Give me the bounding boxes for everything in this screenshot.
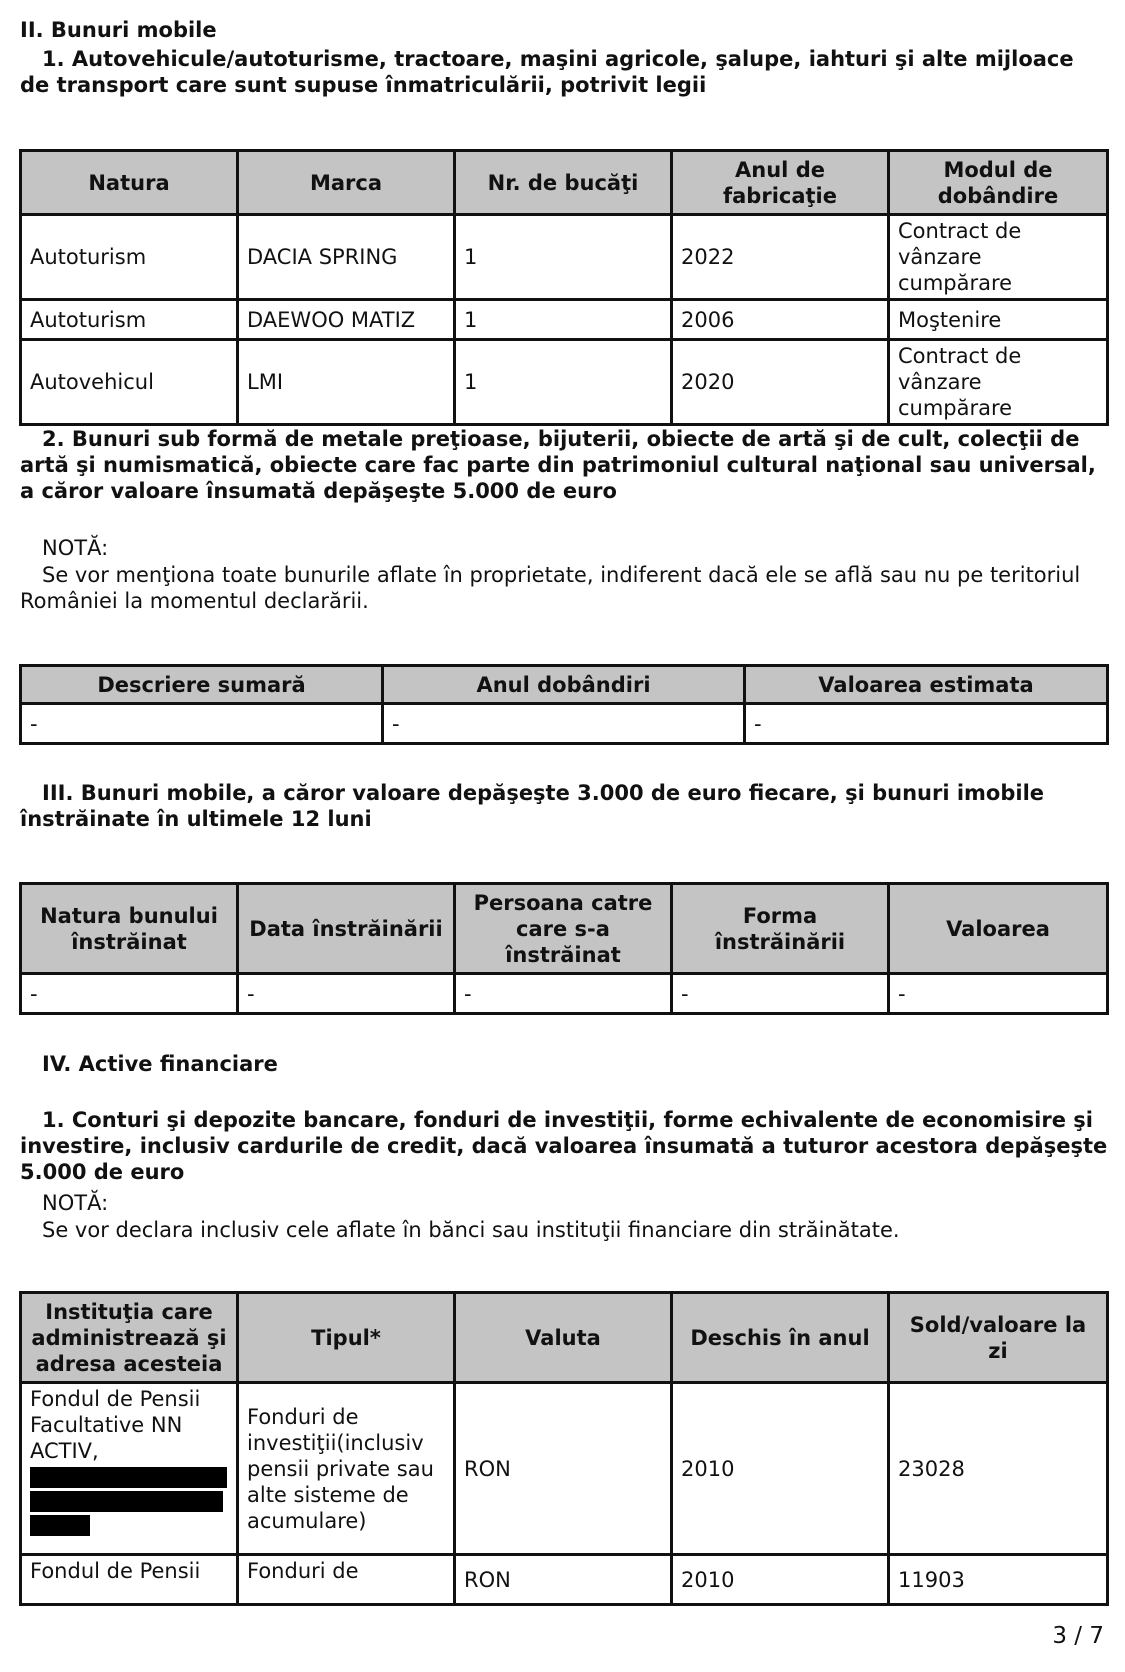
table-cell: Fonduri de: [238, 1555, 455, 1605]
table-cell: 11903: [889, 1555, 1108, 1605]
table-row: [21, 215, 1108, 300]
alienated-assets-table: [19, 882, 1109, 1015]
page-number: 3 / 7: [1052, 1623, 1104, 1649]
section-ii-item1-title: 1. Autovehicule/autoturisme, tractoare, maşini agricole, şalupe, iahturi şi alte mijloace de transport care sunt supuse înmatriculării, potrivit legii: [20, 47, 1074, 97]
table-cell: RON: [455, 1555, 672, 1605]
vehicles-table: [19, 149, 1109, 426]
column-header: Persoana catre care s-a înstrăinat: [455, 884, 672, 974]
column-header: Instituţia care administrează şi adresa acesteia: [21, 1293, 238, 1383]
column-header: Marca: [238, 151, 455, 215]
note-label: NOTĂ:: [42, 536, 109, 560]
table-cell: 2010: [672, 1555, 889, 1605]
table-row: [21, 1383, 1108, 1555]
financial-assets-table-header: [21, 1293, 1108, 1383]
section-iv-title: IV. Active financiare: [42, 1052, 278, 1076]
column-header: Anul dobândiri: [383, 666, 745, 704]
column-header: Tipul*: [238, 1293, 455, 1383]
vehicles-table-header: [21, 151, 1108, 215]
note-text: Se vor declara inclusiv cele aflate în bănci sau instituţii financiare din străinătate.: [42, 1218, 900, 1242]
table-cell: 1: [455, 300, 672, 340]
table-cell: -: [455, 974, 672, 1014]
table-cell: RON: [455, 1383, 672, 1555]
column-header: Modul de dobândire: [889, 151, 1108, 215]
table-cell: 1: [455, 340, 672, 425]
table-cell: -: [21, 704, 383, 744]
table-cell: LMI: [238, 340, 455, 425]
table-cell: -: [889, 974, 1108, 1014]
table-cell: Autovehicul: [21, 340, 238, 425]
table-cell: [21, 1383, 238, 1555]
financial-assets-table: [19, 1291, 1109, 1606]
table-cell: Fonduri de investiţii(inclusiv pensii private sau alte sisteme de acumulare): [238, 1383, 455, 1555]
section-ii-item2-title: 2. Bunuri sub formă de metale preţioase, bijuterii, obiecte de artă şi de cult, colecţii de artă şi numismatică, obiecte care fac parte din patrimoniul cultural naţional sau universal, a căror valoare însumată depăşeşte 5.000 de euro: [20, 427, 1096, 503]
column-header: Natura: [21, 151, 238, 215]
table-cell: 23028: [889, 1383, 1108, 1555]
table-row: [21, 300, 1108, 340]
column-header: Data înstrăinării: [238, 884, 455, 974]
table-cell: DAEWOO MATIZ: [238, 300, 455, 340]
table-cell: DACIA SPRING: [238, 215, 455, 300]
note-text: Se vor menţiona toate bunurile aflate în proprietate, indiferent dacă ele se află sau nu pe teritoriul României la momentul declarării.: [20, 563, 1081, 613]
table-cell: 2022: [672, 215, 889, 300]
table-cell: -: [672, 974, 889, 1014]
table-cell: 1: [455, 215, 672, 300]
column-header: Deschis în anul: [672, 1293, 889, 1383]
table-cell: Contract de vânzare cumpărare: [889, 215, 1108, 300]
table-cell: 2006: [672, 300, 889, 340]
column-header: Descriere sumară: [21, 666, 383, 704]
redaction-bar: [30, 1491, 223, 1512]
table-cell: Fondul de Pensii: [21, 1555, 238, 1605]
section-ii-title: II. Bunuri mobile: [20, 18, 217, 42]
table-cell: Autoturism: [21, 300, 238, 340]
table-cell: Autoturism: [21, 215, 238, 300]
redaction-bar: [30, 1515, 90, 1536]
institution-name: Fondul de Pensii Facultative NN ACTIV,: [30, 1387, 201, 1463]
column-header: Nr. de bucăţi: [455, 151, 672, 215]
table-row: [21, 1555, 1108, 1605]
table-cell: 2010: [672, 1383, 889, 1555]
column-header: Valoarea: [889, 884, 1108, 974]
note-label: NOTĂ:: [42, 1191, 109, 1215]
table-cell: 2020: [672, 340, 889, 425]
redaction-bar: [30, 1467, 227, 1488]
table-cell: -: [21, 974, 238, 1014]
section-iii-title: III. Bunuri mobile, a căror valoare depăşeşte 3.000 de euro fiecare, şi bunuri imobile înstrăinate în ultimele 12 luni: [20, 781, 1045, 831]
column-header: Forma înstrăinării: [672, 884, 889, 974]
valuables-table-header: [21, 666, 1108, 704]
table-cell: -: [745, 704, 1108, 744]
column-header: Valuta: [455, 1293, 672, 1383]
valuables-table: [19, 664, 1109, 745]
section-iv-item1-title: 1. Conturi şi depozite bancare, fonduri de investiţii, forme echivalente de economisire şi investire, inclusiv cardurile de credit, dacă valoarea însumată a tuturor acestora depăşeşte 5.000 de euro: [20, 1108, 1108, 1184]
table-cell: Moştenire: [889, 300, 1108, 340]
table-row: [21, 974, 1108, 1014]
table-cell: Contract de vânzare cumpărare: [889, 340, 1108, 425]
column-header: Valoarea estimata: [745, 666, 1108, 704]
alienated-assets-table-header: [21, 884, 1108, 974]
column-header: Natura bunului înstrăinat: [21, 884, 238, 974]
table-row: [21, 704, 1108, 744]
table-row: [21, 340, 1108, 425]
table-cell: -: [383, 704, 745, 744]
column-header: Anul de fabricaţie: [672, 151, 889, 215]
column-header: Sold/valoare la zi: [889, 1293, 1108, 1383]
table-cell: -: [238, 974, 455, 1014]
